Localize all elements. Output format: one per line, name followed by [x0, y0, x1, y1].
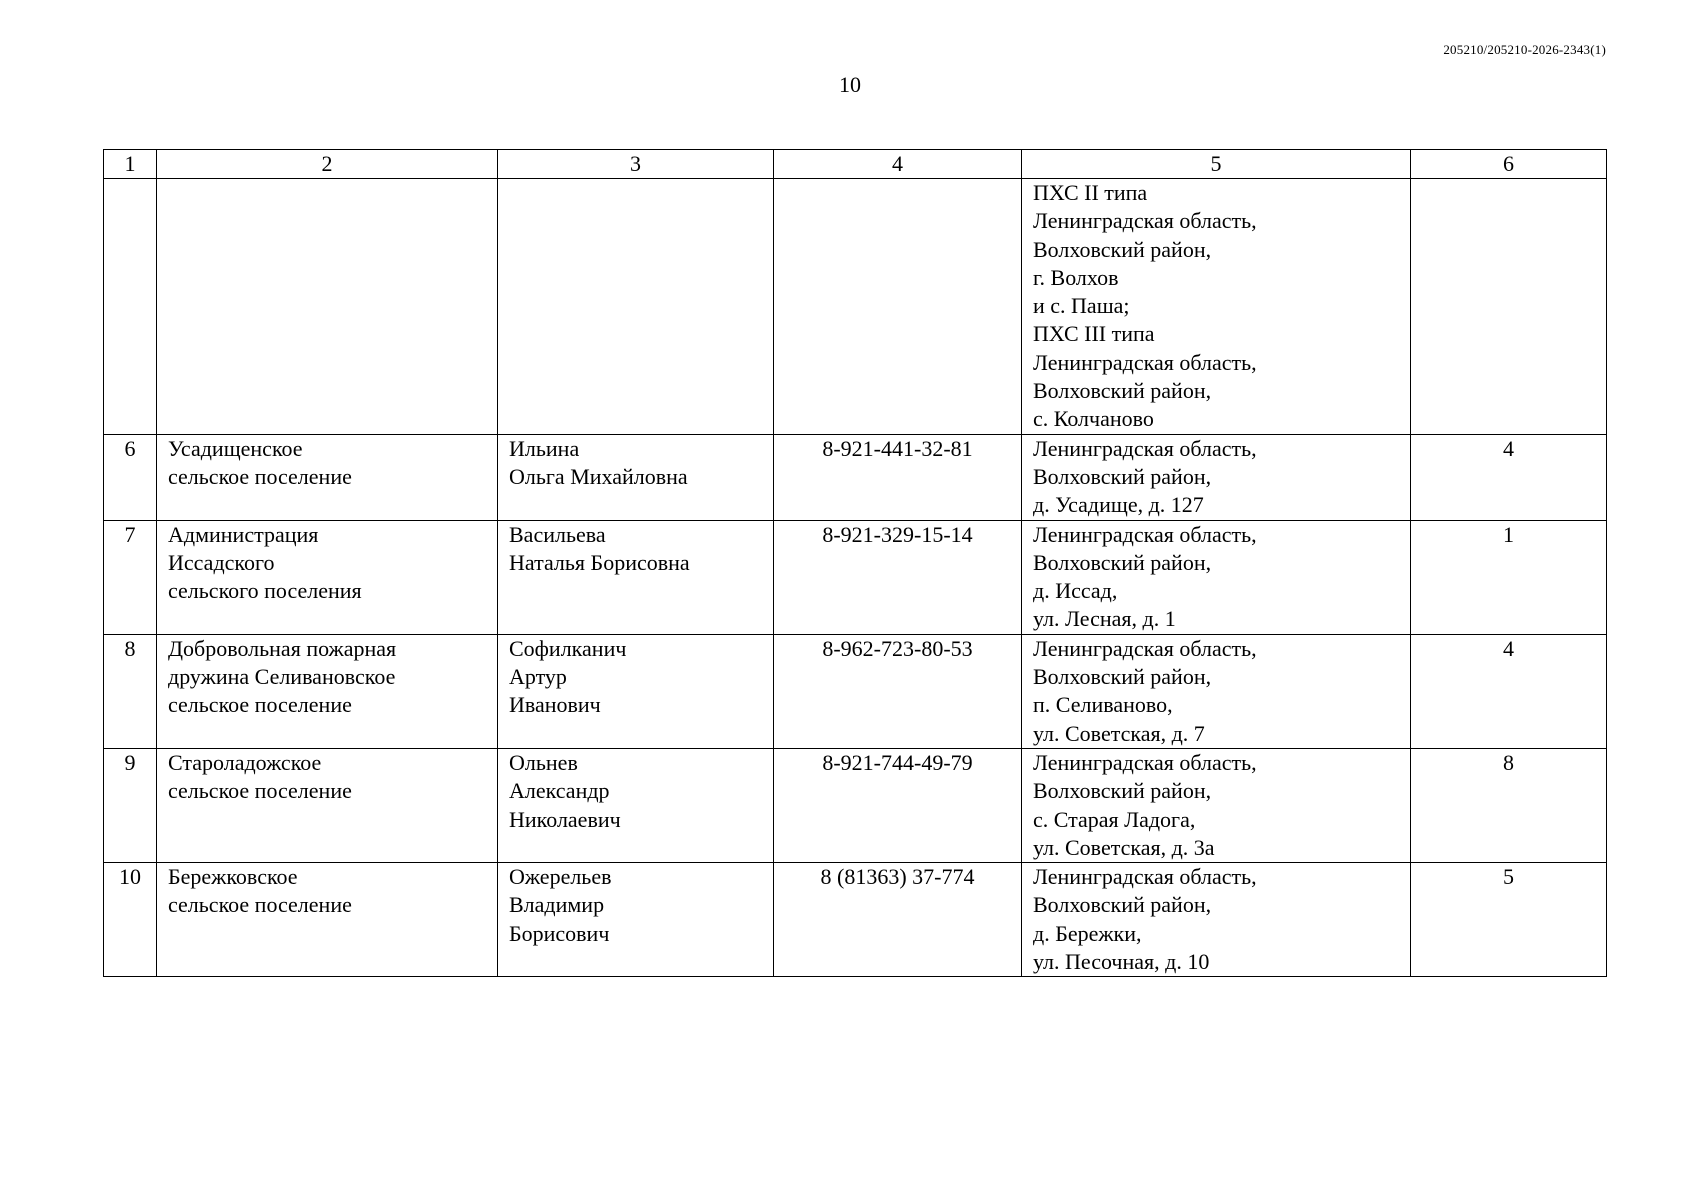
organization-cell — [157, 434, 498, 520]
cell-text: 8 (81363) 37-774 — [820, 864, 975, 890]
column-header: 3 — [498, 150, 774, 179]
cell-text: Александр — [509, 778, 610, 804]
cell-text: сельское поселение — [168, 892, 352, 918]
address-cell — [1022, 434, 1411, 520]
contact-person-cell — [498, 520, 774, 634]
count-cell — [1411, 434, 1607, 520]
address-cell — [1022, 634, 1411, 748]
table-row — [104, 179, 1607, 435]
cell-text: ПХС II типа — [1033, 180, 1148, 205]
cell-text: Ленинградская область, — [1033, 349, 1257, 375]
organization-cell — [157, 520, 498, 634]
count-cell — [1411, 179, 1607, 435]
contact-person-cell — [498, 179, 774, 435]
cell-text: 4 — [1503, 435, 1514, 461]
address-cell — [1022, 863, 1411, 977]
organization-cell — [157, 748, 498, 862]
cell-text: с. Колчаново — [1033, 406, 1154, 432]
count-cell — [1411, 748, 1607, 862]
row-number-cell — [104, 863, 157, 977]
cell-text: г. Волхов — [1033, 264, 1119, 290]
cell-text: ул. Песочная, д. 10 — [1033, 949, 1210, 975]
contact-person-cell — [498, 634, 774, 748]
column-header: 4 — [774, 150, 1022, 179]
cell-text: Ленинградская область, — [1033, 435, 1257, 461]
phone-cell — [774, 434, 1022, 520]
row-number-cell — [104, 748, 157, 862]
table-header-row — [104, 150, 1607, 179]
address-cell — [1022, 520, 1411, 634]
cell-text: 4 — [1503, 635, 1514, 661]
cell-text: Ленинградская область, — [1033, 864, 1257, 890]
cell-text: Иванович — [509, 692, 601, 718]
count-cell — [1411, 863, 1607, 977]
cell-text: и с. Паша; — [1033, 293, 1130, 319]
row-number-cell — [104, 520, 157, 634]
cell-text: Ильина — [509, 435, 580, 461]
cell-text: Ленинградская область, — [1033, 635, 1257, 661]
phone-cell — [774, 179, 1022, 435]
organization-cell — [157, 634, 498, 748]
cell-text: ул. Советская, д. 3а — [1033, 834, 1215, 860]
cell-text: Николаевич — [509, 806, 621, 832]
cell-text: сельского поселения — [168, 578, 362, 604]
phone-cell — [774, 748, 1022, 862]
row-number-cell — [104, 434, 157, 520]
table-row — [104, 520, 1607, 634]
column-header: 6 — [1411, 150, 1607, 179]
cell-text: 9 — [124, 749, 136, 775]
cell-text: 8-921-329-15-14 — [822, 521, 973, 547]
cell-text: Ольнев — [509, 749, 578, 775]
phone-cell — [774, 634, 1022, 748]
cell-text: 5 — [1503, 864, 1514, 890]
cell-text: Волховский район, — [1033, 892, 1212, 918]
table-row — [104, 863, 1607, 977]
cell-text: Ленинградская область, — [1033, 208, 1257, 234]
cell-text: п. Селиваново, — [1033, 692, 1173, 718]
count-cell — [1411, 520, 1607, 634]
cell-text: д. Бережки, — [1033, 920, 1142, 946]
cell-text: с. Старая Ладога, — [1033, 806, 1196, 832]
table-body — [104, 179, 1607, 977]
count-cell — [1411, 634, 1607, 748]
phone-cell — [774, 520, 1022, 634]
cell-text: Иссадского — [168, 549, 275, 575]
cell-text: Ленинградская область, — [1033, 749, 1257, 775]
cell-text: 8 — [1503, 749, 1514, 775]
cell-text: Добровольная пожарная — [168, 635, 397, 661]
cell-text: Софилканич — [509, 635, 627, 661]
column-header: 5 — [1022, 150, 1411, 179]
cell-text: Староладожское — [168, 749, 322, 775]
address-cell — [1022, 748, 1411, 862]
table-row — [104, 748, 1607, 862]
cell-text: д. Усадище, д. 127 — [1033, 492, 1204, 518]
cell-text: Волховский район, — [1033, 778, 1212, 804]
address-cell — [1022, 179, 1411, 435]
table-row — [104, 434, 1607, 520]
cell-text: Волховский район, — [1033, 549, 1212, 575]
page-number: 10 — [839, 72, 861, 97]
organization-cell — [157, 863, 498, 977]
cell-text: ул. Лесная, д. 1 — [1033, 606, 1176, 632]
cell-text: Ольга Михайловна — [509, 463, 688, 489]
cell-text: Ожерельев — [509, 864, 612, 890]
contact-person-cell — [498, 748, 774, 862]
cell-text: 8-962-723-80-53 — [822, 635, 973, 661]
cell-text: 8-921-441-32-81 — [822, 435, 973, 461]
cell-text: Администрация — [168, 521, 319, 547]
cell-text: сельское поселение — [168, 463, 352, 489]
row-number-cell — [104, 634, 157, 748]
contact-person-cell — [498, 434, 774, 520]
contact-person-cell — [498, 863, 774, 977]
phone-cell — [774, 863, 1022, 977]
row-number-cell — [104, 179, 157, 435]
cell-text: дружина Селивановское — [168, 664, 396, 690]
cell-text: Артур — [509, 664, 567, 690]
cell-text: Наталья Борисовна — [509, 549, 690, 575]
cell-text: Ленинградская область, — [1033, 521, 1257, 547]
cell-text: сельское поселение — [168, 692, 352, 718]
cell-text: д. Иссад, — [1033, 578, 1118, 604]
cell-text: 1 — [1503, 521, 1514, 547]
table-row — [104, 634, 1607, 748]
cell-text: ПХС III типа — [1033, 321, 1155, 347]
registry-table — [103, 149, 1607, 977]
cell-text: 10 — [119, 864, 141, 890]
cell-text: ул. Советская, д. 7 — [1033, 720, 1205, 746]
column-header: 1 — [104, 150, 157, 179]
cell-text: 7 — [124, 521, 136, 547]
organization-cell — [157, 179, 498, 435]
cell-text: 8 — [124, 635, 136, 661]
cell-text: 8-921-744-49-79 — [822, 749, 973, 775]
cell-text: Усадищенское — [168, 435, 303, 461]
cell-text: Волховский район, — [1033, 664, 1212, 690]
cell-text: Васильева — [509, 521, 606, 547]
cell-text: Борисович — [509, 920, 610, 946]
cell-text: 6 — [124, 435, 136, 461]
cell-text: сельское поселение — [168, 778, 352, 804]
cell-text: Владимир — [509, 892, 605, 918]
cell-text: Бережковское — [168, 864, 298, 890]
cell-text: Волховский район, — [1033, 378, 1212, 404]
document-id: 205210/205210-2026-2343(1) — [1443, 42, 1606, 57]
column-header: 2 — [157, 150, 498, 179]
cell-text: Волховский район, — [1033, 236, 1212, 262]
cell-text: Волховский район, — [1033, 463, 1212, 489]
